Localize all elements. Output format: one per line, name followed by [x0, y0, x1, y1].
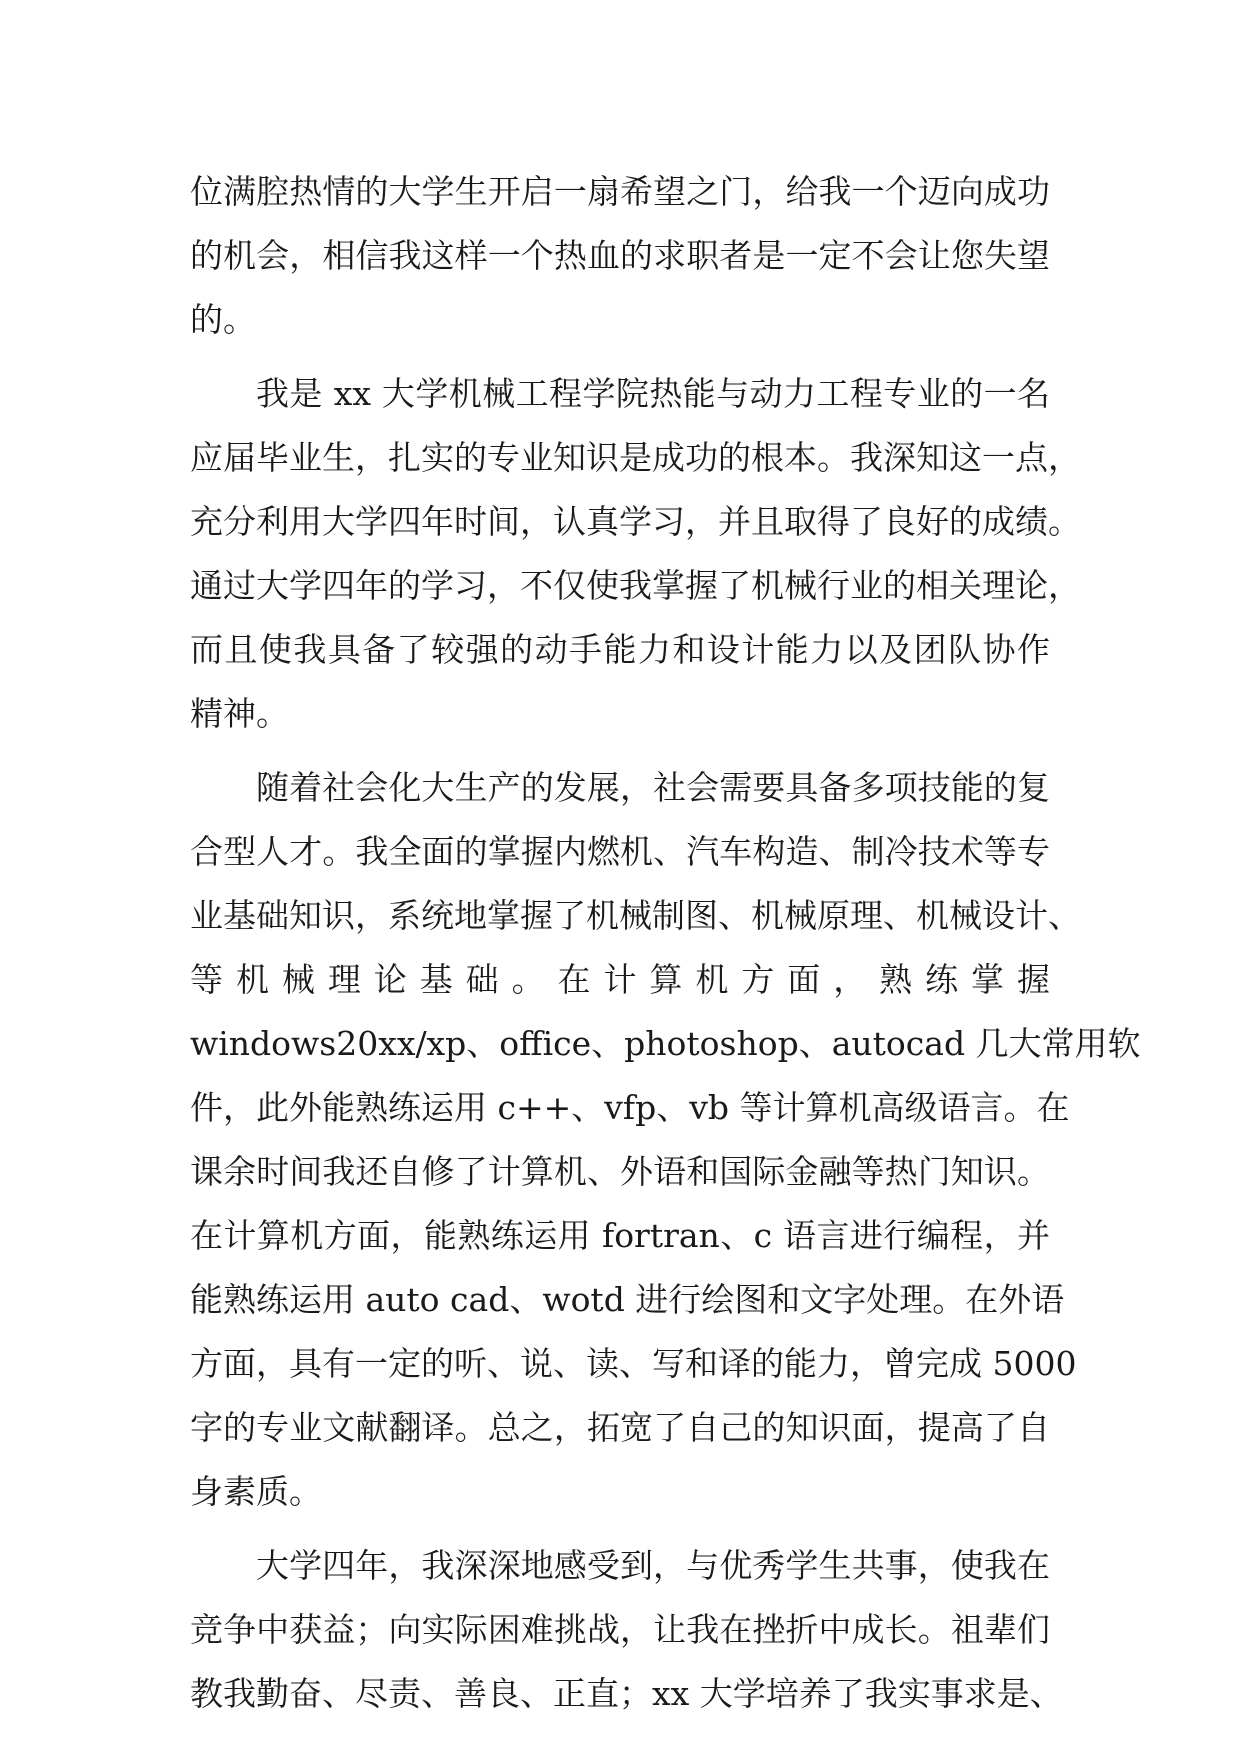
- paragraph-1: [190, 160, 1050, 352]
- text-line: 精神。: [190, 694, 289, 733]
- paragraph-4: [190, 1534, 1063, 1726]
- text-line: 的机会，相信我这样一个热血的求职者是一定不会让您失望: [190, 236, 1050, 275]
- text-line: 随着社会化大生产的发展，社会需要具备多项技能的复: [256, 768, 1050, 807]
- text-line: 课余时间我还自修了计算机、外语和国际金融等热门知识。: [190, 1152, 1050, 1191]
- text-line: 在计算机方面，能熟练运用 fortran、c 语言进行编程，并: [190, 1216, 1050, 1255]
- text-line: 而且使我具备了较强的动手能力和设计能力以及团队协作: [190, 630, 1050, 669]
- text-line: 字的专业文献翻译。总之，拓宽了自己的知识面，提高了自: [190, 1408, 1050, 1447]
- text-line: 应届毕业生，扎实的专业知识是成功的根本。我深知这一点，: [190, 438, 1081, 477]
- text-line: 大学四年，我深深地感受到，与优秀学生共事，使我在: [256, 1546, 1050, 1585]
- text-line: 教我勤奋、尽责、善良、正直；xx 大学培养了我实事求是、: [190, 1674, 1063, 1713]
- text-line: 方面，具有一定的听、说、读、写和译的能力，曾完成 5000: [190, 1344, 1077, 1383]
- text-line: 位满腔热情的大学生开启一扇希望之门，给我一个迈向成功: [190, 172, 1050, 211]
- text-line: 充分利用大学四年时间，认真学习，并且取得了良好的成绩。: [190, 502, 1081, 541]
- paragraph-3: [190, 756, 1141, 1524]
- text-line: windows20xx/xp、office、photoshop、autocad 几大常用软: [190, 1024, 1141, 1063]
- text-line: 的。: [190, 300, 256, 339]
- text-line: 我是 xx 大学机械工程学院热能与动力工程专业的一名: [256, 374, 1050, 413]
- text-line: 业基础知识，系统地掌握了机械制图、机械原理、机械设计、: [190, 896, 1081, 935]
- paragraph-2: [190, 362, 1081, 746]
- text-line: 通过大学四年的学习，不仅使我掌握了机械行业的相关理论，: [190, 566, 1081, 605]
- body-text: [190, 160, 1141, 1726]
- text-line: 能熟练运用 auto cad、wotd 进行绘图和文字处理。在外语: [190, 1280, 1065, 1319]
- text-line: 等 机 械 理 论 基 础 。 在 计 算 机 方 面 ， 熟 练 掌 握: [190, 960, 1050, 999]
- text-line: 合型人才。我全面的掌握内燃机、汽车构造、制冷技术等专: [190, 832, 1050, 871]
- text-line: 身素质。: [190, 1472, 322, 1511]
- text-line: 竞争中获益；向实际困难挑战，让我在挫折中成长。祖辈们: [190, 1610, 1050, 1649]
- text-line: 件，此外能熟练运用 c++、vfp、vb 等计算机高级语言。在: [190, 1088, 1070, 1127]
